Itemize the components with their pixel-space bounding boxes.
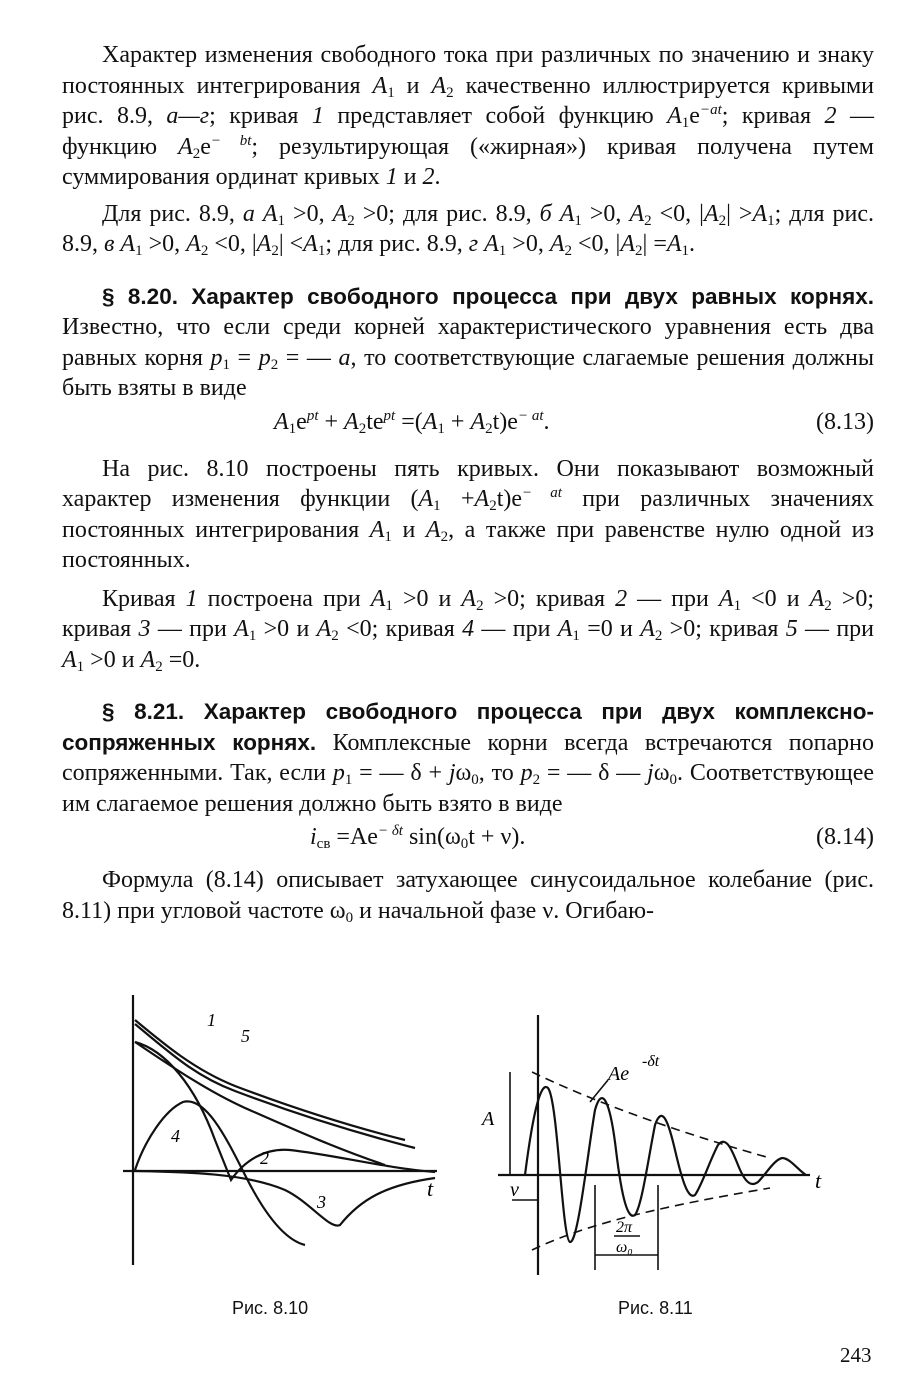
- equation-8-14-expr: $i_{св} =Ae^{- \delta t}$ $\sin(\omega_0t + \nu)$.: [310, 823, 526, 852]
- fig811-label-env-exp: -δt: [642, 1053, 660, 1070]
- fig811-axis-t: t: [815, 1168, 822, 1193]
- fig810-curve-5b: [135, 1042, 385, 1165]
- equation-8-13: [62, 406, 874, 438]
- paragraph-1: Характер изменения свободного тока при различных по значению и знаку постоянных интегрирования $A_1$ и $A_2$ качественно иллюстрируется кривыми рис. 8.9, а—г; кривая 1 представляет собой функцию $A_1e^{-at}$; кривая 2 — функцию $A_2e^{- bt}$; результирующая («жирная») кривая получена путем суммирования ординат кривых 1 и 2.: [62, 42, 875, 190]
- fig811-label-env: Ae: [608, 1063, 630, 1085]
- fig810-axis-t: t: [427, 1176, 434, 1201]
- page-number: 243: [840, 1343, 872, 1367]
- paragraph-4: Кривая 1 построена при $A_1 >0$ и $A_2 >0$; кривая 2 — при $A_1 <0$ и $A_2 >0$; кривая 3 — при $A_1 >0$ и $A_2 <0$; кривая 4 — при $A_1 =0$ и $A_2 >0$; кривая 5 — при $A_1 >0$ и $A_2 =0$.: [62, 585, 875, 675]
- fig811-caption: Рис. 8.11: [618, 1298, 693, 1318]
- fig811-label-period-num: 2π: [616, 1219, 633, 1236]
- section-8-21-heading: § 8.21. Характер свободного процесса при двух комплексно-сопряженных корнях.: [62, 699, 874, 755]
- paragraph-2: Для рис. 8.9, а $A_1 >0$, $A_2 >0$; для рис. 8.9, б $A_1 >0$, $A_2 <0$, $|A_2| >A_1$; для рис. 8.9, в $A_1 >0$, $A_2 <0$, $|A_2| <A_1$; для рис. 8.9, г $A_1 >0$, $A_2 <0$, $|A_2| =A_1$.: [62, 200, 875, 259]
- section-8-20-heading: § 8.20. Характер свободного процесса при двух равных корнях.: [102, 283, 874, 309]
- figure-8-11: [470, 1010, 850, 1285]
- page-text: [62, 40, 874, 926]
- section-8-21-body: Комплексные корни всегда встречаются попарно сопряженными. Так, если $p_1$ = — $\delta + j\omega_0$, то $p_2$ = — δ — $j\omega_0$. Соответствующее им слагаемое решения должно быть взято в виде: [62, 729, 875, 817]
- fig810-label-4: 4: [171, 1126, 180, 1146]
- fig810-curve-2: [135, 1042, 435, 1180]
- fig810-caption: Рис. 8.10: [232, 1298, 309, 1318]
- fig810-curve-1: [135, 1020, 405, 1140]
- fig811-envelope-bottom: [532, 1188, 770, 1250]
- fig810-label-2: 2: [260, 1148, 269, 1168]
- fig810-label-1: 1: [207, 1010, 216, 1030]
- fig810-label-5: 5: [241, 1026, 250, 1046]
- fig811-label-nu: ν: [510, 1179, 519, 1201]
- equation-8-13-expr: $A_1e^{pt} + A_2te^{pt} =(A_1 + A_2t)e^{- at}$.: [274, 407, 550, 437]
- fig810-label-3: 3: [317, 1192, 326, 1212]
- section-8-20-body: Известно, что если среди корней характеристического уравнения есть два равных корня $p_1 = p_2$ = — a, то соответствующие слагаемые решения должны быть взяты в виде: [62, 314, 874, 401]
- fig811-label-period-den: ω₀: [616, 1239, 633, 1256]
- equation-8-14-number: (8.14): [816, 824, 874, 850]
- paragraph-3: На рис. 8.10 построены пять кривых. Они показывают возможный характер изменения функции $(A_1 +A_2t)e^{- at}$ при различных значениях постоянных интегрирования $A_1$ и $A_2$, а также при равенстве нулю одной из постоянных.: [62, 455, 875, 573]
- figure-8-10: [95, 990, 445, 1285]
- fig811-label-A: A: [482, 1108, 495, 1130]
- paragraph-5: Формула (8.14) описывает затухающее синусоидальное колебание (рис. 8.11) при угловой частоте $\omega_0$ и начальной фазе ν. Огибаю-: [62, 867, 874, 926]
- equation-8-14: [62, 821, 874, 853]
- equation-8-13-number: (8.13): [816, 408, 874, 435]
- fig810-curve-3: [135, 1171, 435, 1226]
- section-8-20: [62, 282, 874, 404]
- section-8-21: [62, 697, 874, 819]
- fig811-oscillation: [525, 1087, 806, 1242]
